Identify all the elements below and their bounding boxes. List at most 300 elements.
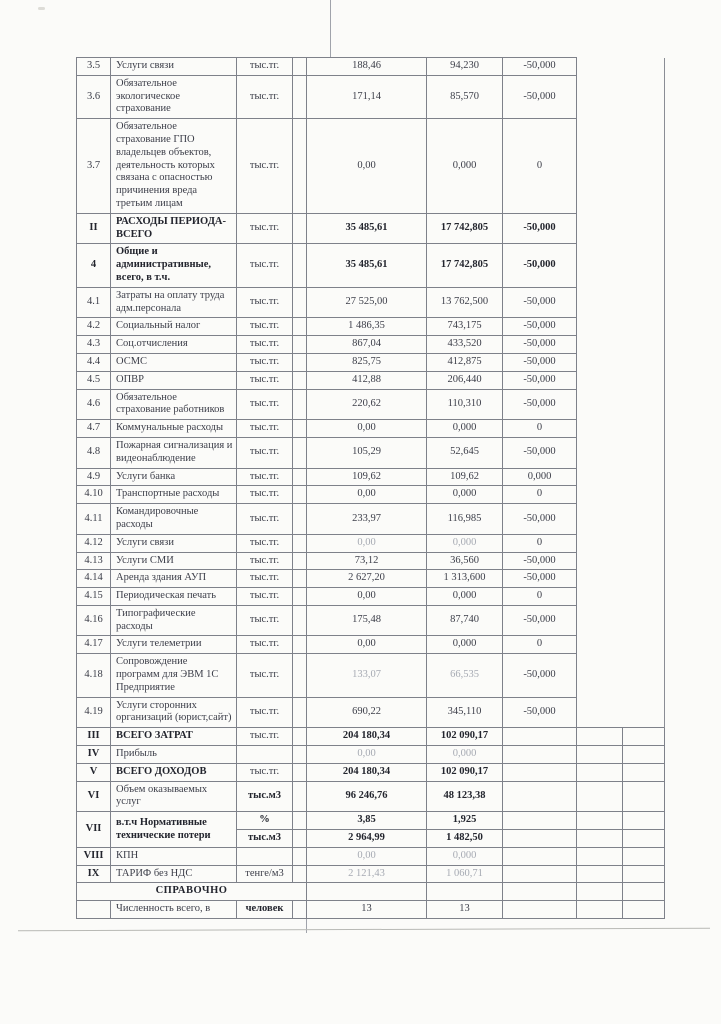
value-period1-cell: 109,62: [307, 468, 427, 486]
value-period1-cell: 133,07: [307, 654, 427, 697]
description-cell: ОСМС: [111, 353, 237, 371]
spacer-cell: [293, 812, 307, 830]
row-number-cell: 4.11: [77, 504, 111, 535]
row-number-cell: IX: [77, 865, 111, 883]
spacer-cell: [293, 570, 307, 588]
value-period1-cell: 867,04: [307, 336, 427, 354]
row-number-cell: 4.15: [77, 588, 111, 606]
unit-cell: тыс.тг.: [237, 636, 293, 654]
spacer-cell: [293, 746, 307, 764]
value-change-cell: -50,000: [503, 389, 577, 420]
value-period1-cell: 2 627,20: [307, 570, 427, 588]
description-cell: Периодическая печать: [111, 588, 237, 606]
table-row: [77, 75, 665, 118]
unit-cell: тыс.тг.: [237, 420, 293, 438]
extra-cell: [577, 588, 623, 606]
unit-cell: тыс.тг.: [237, 244, 293, 287]
extra-cell: [577, 353, 623, 371]
value-period2-cell: 0,000: [427, 636, 503, 654]
unit-cell: тыс.тг.: [237, 697, 293, 728]
tariff-table-body: [77, 58, 665, 919]
row-number-cell: 3.7: [77, 119, 111, 214]
extra-cell: [577, 636, 623, 654]
value-change-cell: -50,000: [503, 552, 577, 570]
value-period1-cell: 73,12: [307, 552, 427, 570]
description-cell: Сопровождение программ для ЭВМ 1С Предприятие: [111, 654, 237, 697]
row-number-cell: 4.16: [77, 605, 111, 636]
value-change-cell: -50,000: [503, 244, 577, 287]
extra-cell: [623, 812, 665, 830]
spacer-cell: [293, 534, 307, 552]
description-cell: ВСЕГО ЗАТРАТ: [111, 728, 237, 746]
value-period2-cell: 102 090,17: [427, 728, 503, 746]
value-change-cell: 0: [503, 534, 577, 552]
unit-cell: тыс.тг.: [237, 287, 293, 318]
unit-cell: тыс.тг.: [237, 58, 293, 76]
value-period2-cell: 1 313,600: [427, 570, 503, 588]
description-cell: Прибыль: [111, 746, 237, 764]
unit-cell: тыс.тг.: [237, 371, 293, 389]
extra-cell: [577, 570, 623, 588]
unit-cell: [237, 847, 293, 865]
value-period1-cell: 825,75: [307, 353, 427, 371]
value-period1-cell: 105,29: [307, 437, 427, 468]
description-cell: Численность всего, в: [111, 901, 237, 919]
description-cell: Услуги сторонних организаций (юрист,сайт): [111, 697, 237, 728]
spacer-cell: [293, 336, 307, 354]
spacer-cell: [293, 728, 307, 746]
extra-cell: [623, 336, 665, 354]
row-number-cell: 3.6: [77, 75, 111, 118]
table-row: [77, 389, 665, 420]
row-number-cell: [77, 901, 111, 919]
extra-cell: [623, 468, 665, 486]
spacer-cell: [293, 697, 307, 728]
row-number-cell: III: [77, 728, 111, 746]
extra-cell: [623, 213, 665, 244]
value-period1-cell: 412,88: [307, 371, 427, 389]
extra-cell: [577, 654, 623, 697]
extra-cell: [623, 58, 665, 76]
value-period2-cell: 345,110: [427, 697, 503, 728]
table-row: [77, 812, 665, 830]
table-row: [77, 847, 665, 865]
table-row: [77, 570, 665, 588]
value-period2-cell: 110,310: [427, 389, 503, 420]
unit-cell: %: [237, 812, 293, 830]
value-period1-cell: 3,85: [307, 812, 427, 830]
row-number-cell: 4.10: [77, 486, 111, 504]
value-period2-cell: 412,875: [427, 353, 503, 371]
extra-cell: [577, 371, 623, 389]
extra-cell: [577, 697, 623, 728]
spacer-cell: [293, 486, 307, 504]
unit-cell: тенге/м3: [237, 865, 293, 883]
extra-cell: [623, 420, 665, 438]
row-number-cell: 4.19: [77, 697, 111, 728]
extra-cell: [577, 812, 623, 830]
value-change-cell: [503, 847, 577, 865]
extra-cell: [623, 883, 665, 901]
description-cell: Командировочные расходы: [111, 504, 237, 535]
value-period1-cell: 0,00: [307, 420, 427, 438]
row-number-cell: 4: [77, 244, 111, 287]
value-period1-cell: 0,00: [307, 636, 427, 654]
value-period2-cell: 1 482,50: [427, 830, 503, 848]
extra-cell: [577, 534, 623, 552]
table-row: [77, 504, 665, 535]
table-row: [77, 746, 665, 764]
value-period1-cell: 27 525,00: [307, 287, 427, 318]
row-number-cell: 4.8: [77, 437, 111, 468]
value-period1-cell: 233,97: [307, 504, 427, 535]
description-cell: Аренда здания АУП: [111, 570, 237, 588]
table-row: [77, 318, 665, 336]
unit-cell: тыс.тг.: [237, 605, 293, 636]
value-period2-cell: 1 060,71: [427, 865, 503, 883]
value-period2-cell: 87,740: [427, 605, 503, 636]
row-number-cell: 4.9: [77, 468, 111, 486]
spacer-cell: [293, 371, 307, 389]
row-number-cell: IV: [77, 746, 111, 764]
value-change-cell: -50,000: [503, 654, 577, 697]
spacer-cell: [293, 763, 307, 781]
value-period1-cell: 220,62: [307, 389, 427, 420]
row-number-cell: 4.3: [77, 336, 111, 354]
table-row: [77, 728, 665, 746]
value-period2-cell: [427, 883, 503, 901]
unit-cell: тыс.тг.: [237, 336, 293, 354]
description-cell: ВСЕГО ДОХОДОВ: [111, 763, 237, 781]
value-change-cell: 0,000: [503, 468, 577, 486]
extra-cell: [577, 287, 623, 318]
extra-cell: [623, 865, 665, 883]
extra-cell: [623, 371, 665, 389]
spacer-cell: [293, 318, 307, 336]
value-change-cell: -50,000: [503, 58, 577, 76]
extra-cell: [623, 119, 665, 214]
description-cell: Услуги СМИ: [111, 552, 237, 570]
spacer-cell: [293, 75, 307, 118]
extra-cell: [623, 504, 665, 535]
value-change-cell: 0: [503, 636, 577, 654]
extra-cell: [577, 437, 623, 468]
tariff-table: [76, 57, 665, 919]
spacer-cell: [293, 58, 307, 76]
spacer-cell: [293, 287, 307, 318]
value-period2-cell: 0,000: [427, 847, 503, 865]
description-cell: Услуги телеметрии: [111, 636, 237, 654]
description-cell: Общие и административные, всего, в т.ч.: [111, 244, 237, 287]
unit-cell: тыс.тг.: [237, 728, 293, 746]
row-number-cell: V: [77, 763, 111, 781]
extra-cell: [623, 318, 665, 336]
unit-cell: тыс.тг.: [237, 75, 293, 118]
value-period2-cell: 85,570: [427, 75, 503, 118]
value-period1-cell: 0,00: [307, 847, 427, 865]
value-period2-cell: 52,645: [427, 437, 503, 468]
description-cell: Типографические расходы: [111, 605, 237, 636]
table-row: [77, 244, 665, 287]
value-period1-cell: 204 180,34: [307, 763, 427, 781]
value-change-cell: [503, 865, 577, 883]
extra-cell: [577, 468, 623, 486]
value-period2-cell: 0,000: [427, 534, 503, 552]
value-change-cell: -50,000: [503, 287, 577, 318]
extra-cell: [577, 605, 623, 636]
value-change-cell: -50,000: [503, 213, 577, 244]
row-number-cell: 4.14: [77, 570, 111, 588]
extra-cell: [623, 901, 665, 919]
table-row: [77, 420, 665, 438]
spacer-cell: [293, 353, 307, 371]
table-row: [77, 552, 665, 570]
extra-cell: [623, 552, 665, 570]
unit-cell: тыс.тг.: [237, 119, 293, 214]
value-change-cell: -50,000: [503, 353, 577, 371]
extra-cell: [623, 570, 665, 588]
value-period1-cell: 188,46: [307, 58, 427, 76]
value-period1-cell: 35 485,61: [307, 244, 427, 287]
value-change-cell: [503, 883, 577, 901]
row-number-cell: 4.7: [77, 420, 111, 438]
extra-cell: [623, 534, 665, 552]
unit-cell: тыс.тг.: [237, 534, 293, 552]
extra-cell: [623, 244, 665, 287]
value-change-cell: 0: [503, 119, 577, 214]
spacer-cell: [293, 830, 307, 848]
value-period1-cell: 175,48: [307, 605, 427, 636]
extra-cell: [577, 75, 623, 118]
spacer-cell: [293, 468, 307, 486]
description-cell: Обязательное страхование работников: [111, 389, 237, 420]
unit-cell: тыс.тг.: [237, 588, 293, 606]
description-cell: Затраты на оплату труда адм.персонала: [111, 287, 237, 318]
row-number-cell: 4.4: [77, 353, 111, 371]
row-number-cell: 4.12: [77, 534, 111, 552]
value-change-cell: 0: [503, 588, 577, 606]
value-change-cell: -50,000: [503, 336, 577, 354]
value-period1-cell: 96 246,76: [307, 781, 427, 812]
extra-cell: [577, 244, 623, 287]
value-period2-cell: 0,000: [427, 746, 503, 764]
value-period2-cell: 17 742,805: [427, 244, 503, 287]
spacer-cell: [293, 119, 307, 214]
extra-cell: [577, 318, 623, 336]
spacer-cell: [293, 504, 307, 535]
unit-cell: тыс.тг.: [237, 552, 293, 570]
extra-cell: [623, 830, 665, 848]
value-period1-cell: 13: [307, 901, 427, 919]
table-row: [77, 119, 665, 214]
extra-cell: [577, 847, 623, 865]
value-period1-cell: 0,00: [307, 534, 427, 552]
table-row: [77, 697, 665, 728]
table-row: [77, 336, 665, 354]
extra-cell: [623, 75, 665, 118]
description-cell: Обязательное страхование ГПО владельцев объектов, деятельность которых связана с опасностью причинения вреда третьим лицам: [111, 119, 237, 214]
value-period2-cell: 48 123,38: [427, 781, 503, 812]
description-cell: Услуги банка: [111, 468, 237, 486]
description-cell: Услуги связи: [111, 58, 237, 76]
unit-cell: тыс.м3: [237, 830, 293, 848]
value-period2-cell: 13 762,500: [427, 287, 503, 318]
value-period2-cell: 206,440: [427, 371, 503, 389]
section-label-cell: СПРАВОЧНО: [77, 883, 307, 901]
extra-cell: [577, 486, 623, 504]
value-period2-cell: 102 090,17: [427, 763, 503, 781]
unit-cell: человек: [237, 901, 293, 919]
value-period2-cell: 17 742,805: [427, 213, 503, 244]
value-period2-cell: 66,535: [427, 654, 503, 697]
value-period2-cell: 116,985: [427, 504, 503, 535]
table-row: [77, 486, 665, 504]
value-period1-cell: 0,00: [307, 486, 427, 504]
value-change-cell: [503, 830, 577, 848]
extra-cell: [577, 336, 623, 354]
table-row: [77, 605, 665, 636]
table-row: [77, 654, 665, 697]
value-change-cell: -50,000: [503, 318, 577, 336]
value-period2-cell: 0,000: [427, 486, 503, 504]
extra-cell: [577, 781, 623, 812]
extra-cell: [577, 420, 623, 438]
extra-cell: [577, 119, 623, 214]
extra-cell: [623, 763, 665, 781]
spacer-cell: [293, 901, 307, 919]
description-cell: Пожарная сигнализация и видеонаблюдение: [111, 437, 237, 468]
unit-cell: [237, 746, 293, 764]
table-row: [77, 781, 665, 812]
unit-cell: тыс.тг.: [237, 318, 293, 336]
row-number-cell: 4.5: [77, 371, 111, 389]
table-row: [77, 865, 665, 883]
extra-cell: [623, 728, 665, 746]
table-row: [77, 371, 665, 389]
extra-cell: [577, 746, 623, 764]
spacer-cell: [293, 437, 307, 468]
spacer-cell: [293, 781, 307, 812]
extra-cell: [577, 901, 623, 919]
unit-cell: тыс.тг.: [237, 486, 293, 504]
unit-cell: тыс.тг.: [237, 654, 293, 697]
value-period1-cell: 1 486,35: [307, 318, 427, 336]
description-cell: Коммунальные расходы: [111, 420, 237, 438]
value-period2-cell: 109,62: [427, 468, 503, 486]
extra-cell: [577, 504, 623, 535]
row-number-cell: 4.2: [77, 318, 111, 336]
description-cell: ОПВР: [111, 371, 237, 389]
value-period1-cell: 171,14: [307, 75, 427, 118]
table-row: [77, 883, 665, 901]
value-period1-cell: 2 964,99: [307, 830, 427, 848]
table-row: [77, 353, 665, 371]
description-cell: ТАРИФ без НДС: [111, 865, 237, 883]
spacer-cell: [293, 552, 307, 570]
table-row: [77, 534, 665, 552]
extra-cell: [623, 437, 665, 468]
spacer-cell: [293, 420, 307, 438]
spacer-cell: [293, 389, 307, 420]
value-change-cell: -50,000: [503, 504, 577, 535]
extra-cell: [623, 605, 665, 636]
scan-speck: [38, 7, 45, 10]
extra-cell: [623, 287, 665, 318]
value-change-cell: [503, 728, 577, 746]
value-period2-cell: 94,230: [427, 58, 503, 76]
row-number-cell: VI: [77, 781, 111, 812]
value-change-cell: [503, 812, 577, 830]
description-cell: Социальный налог: [111, 318, 237, 336]
unit-cell: тыс.тг.: [237, 763, 293, 781]
table-row: [77, 763, 665, 781]
table-row: [77, 287, 665, 318]
value-change-cell: 0: [503, 486, 577, 504]
description-cell: КПН: [111, 847, 237, 865]
spacer-cell: [293, 605, 307, 636]
value-period1-cell: 35 485,61: [307, 213, 427, 244]
spacer-cell: [293, 244, 307, 287]
unit-cell: тыс.тг.: [237, 570, 293, 588]
value-change-cell: [503, 901, 577, 919]
extra-cell: [623, 781, 665, 812]
spacer-cell: [293, 654, 307, 697]
spacer-cell: [293, 865, 307, 883]
table-row: [77, 468, 665, 486]
extra-cell: [577, 883, 623, 901]
row-number-cell: 3.5: [77, 58, 111, 76]
unit-cell: тыс.тг.: [237, 353, 293, 371]
value-change-cell: [503, 781, 577, 812]
value-period1-cell: 2 121,43: [307, 865, 427, 883]
table-row: [77, 636, 665, 654]
value-change-cell: -50,000: [503, 697, 577, 728]
value-period2-cell: 36,560: [427, 552, 503, 570]
value-period2-cell: 743,175: [427, 318, 503, 336]
table-row: [77, 213, 665, 244]
extra-cell: [577, 58, 623, 76]
spacer-cell: [293, 213, 307, 244]
value-change-cell: -50,000: [503, 371, 577, 389]
fold-line-top: [330, 0, 331, 57]
extra-cell: [623, 697, 665, 728]
extra-cell: [623, 588, 665, 606]
spacer-cell: [293, 847, 307, 865]
unit-cell: тыс.тг.: [237, 504, 293, 535]
value-period1-cell: 0,00: [307, 588, 427, 606]
table-row: [77, 58, 665, 76]
spacer-cell: [293, 636, 307, 654]
description-cell: в.т.ч Нормативные технические потери: [111, 812, 237, 848]
value-period1-cell: 690,22: [307, 697, 427, 728]
row-number-cell: 4.6: [77, 389, 111, 420]
value-change-cell: -50,000: [503, 75, 577, 118]
unit-cell: тыс.тг.: [237, 389, 293, 420]
extra-cell: [577, 389, 623, 420]
extra-cell: [577, 763, 623, 781]
value-period2-cell: 0,000: [427, 420, 503, 438]
table-row: [77, 437, 665, 468]
value-period2-cell: 0,000: [427, 588, 503, 606]
extra-cell: [577, 728, 623, 746]
value-period1-cell: 0,00: [307, 119, 427, 214]
extra-cell: [623, 486, 665, 504]
extra-cell: [623, 636, 665, 654]
row-number-cell: 4.13: [77, 552, 111, 570]
value-change-cell: -50,000: [503, 605, 577, 636]
extra-cell: [577, 865, 623, 883]
description-cell: Услуги связи: [111, 534, 237, 552]
